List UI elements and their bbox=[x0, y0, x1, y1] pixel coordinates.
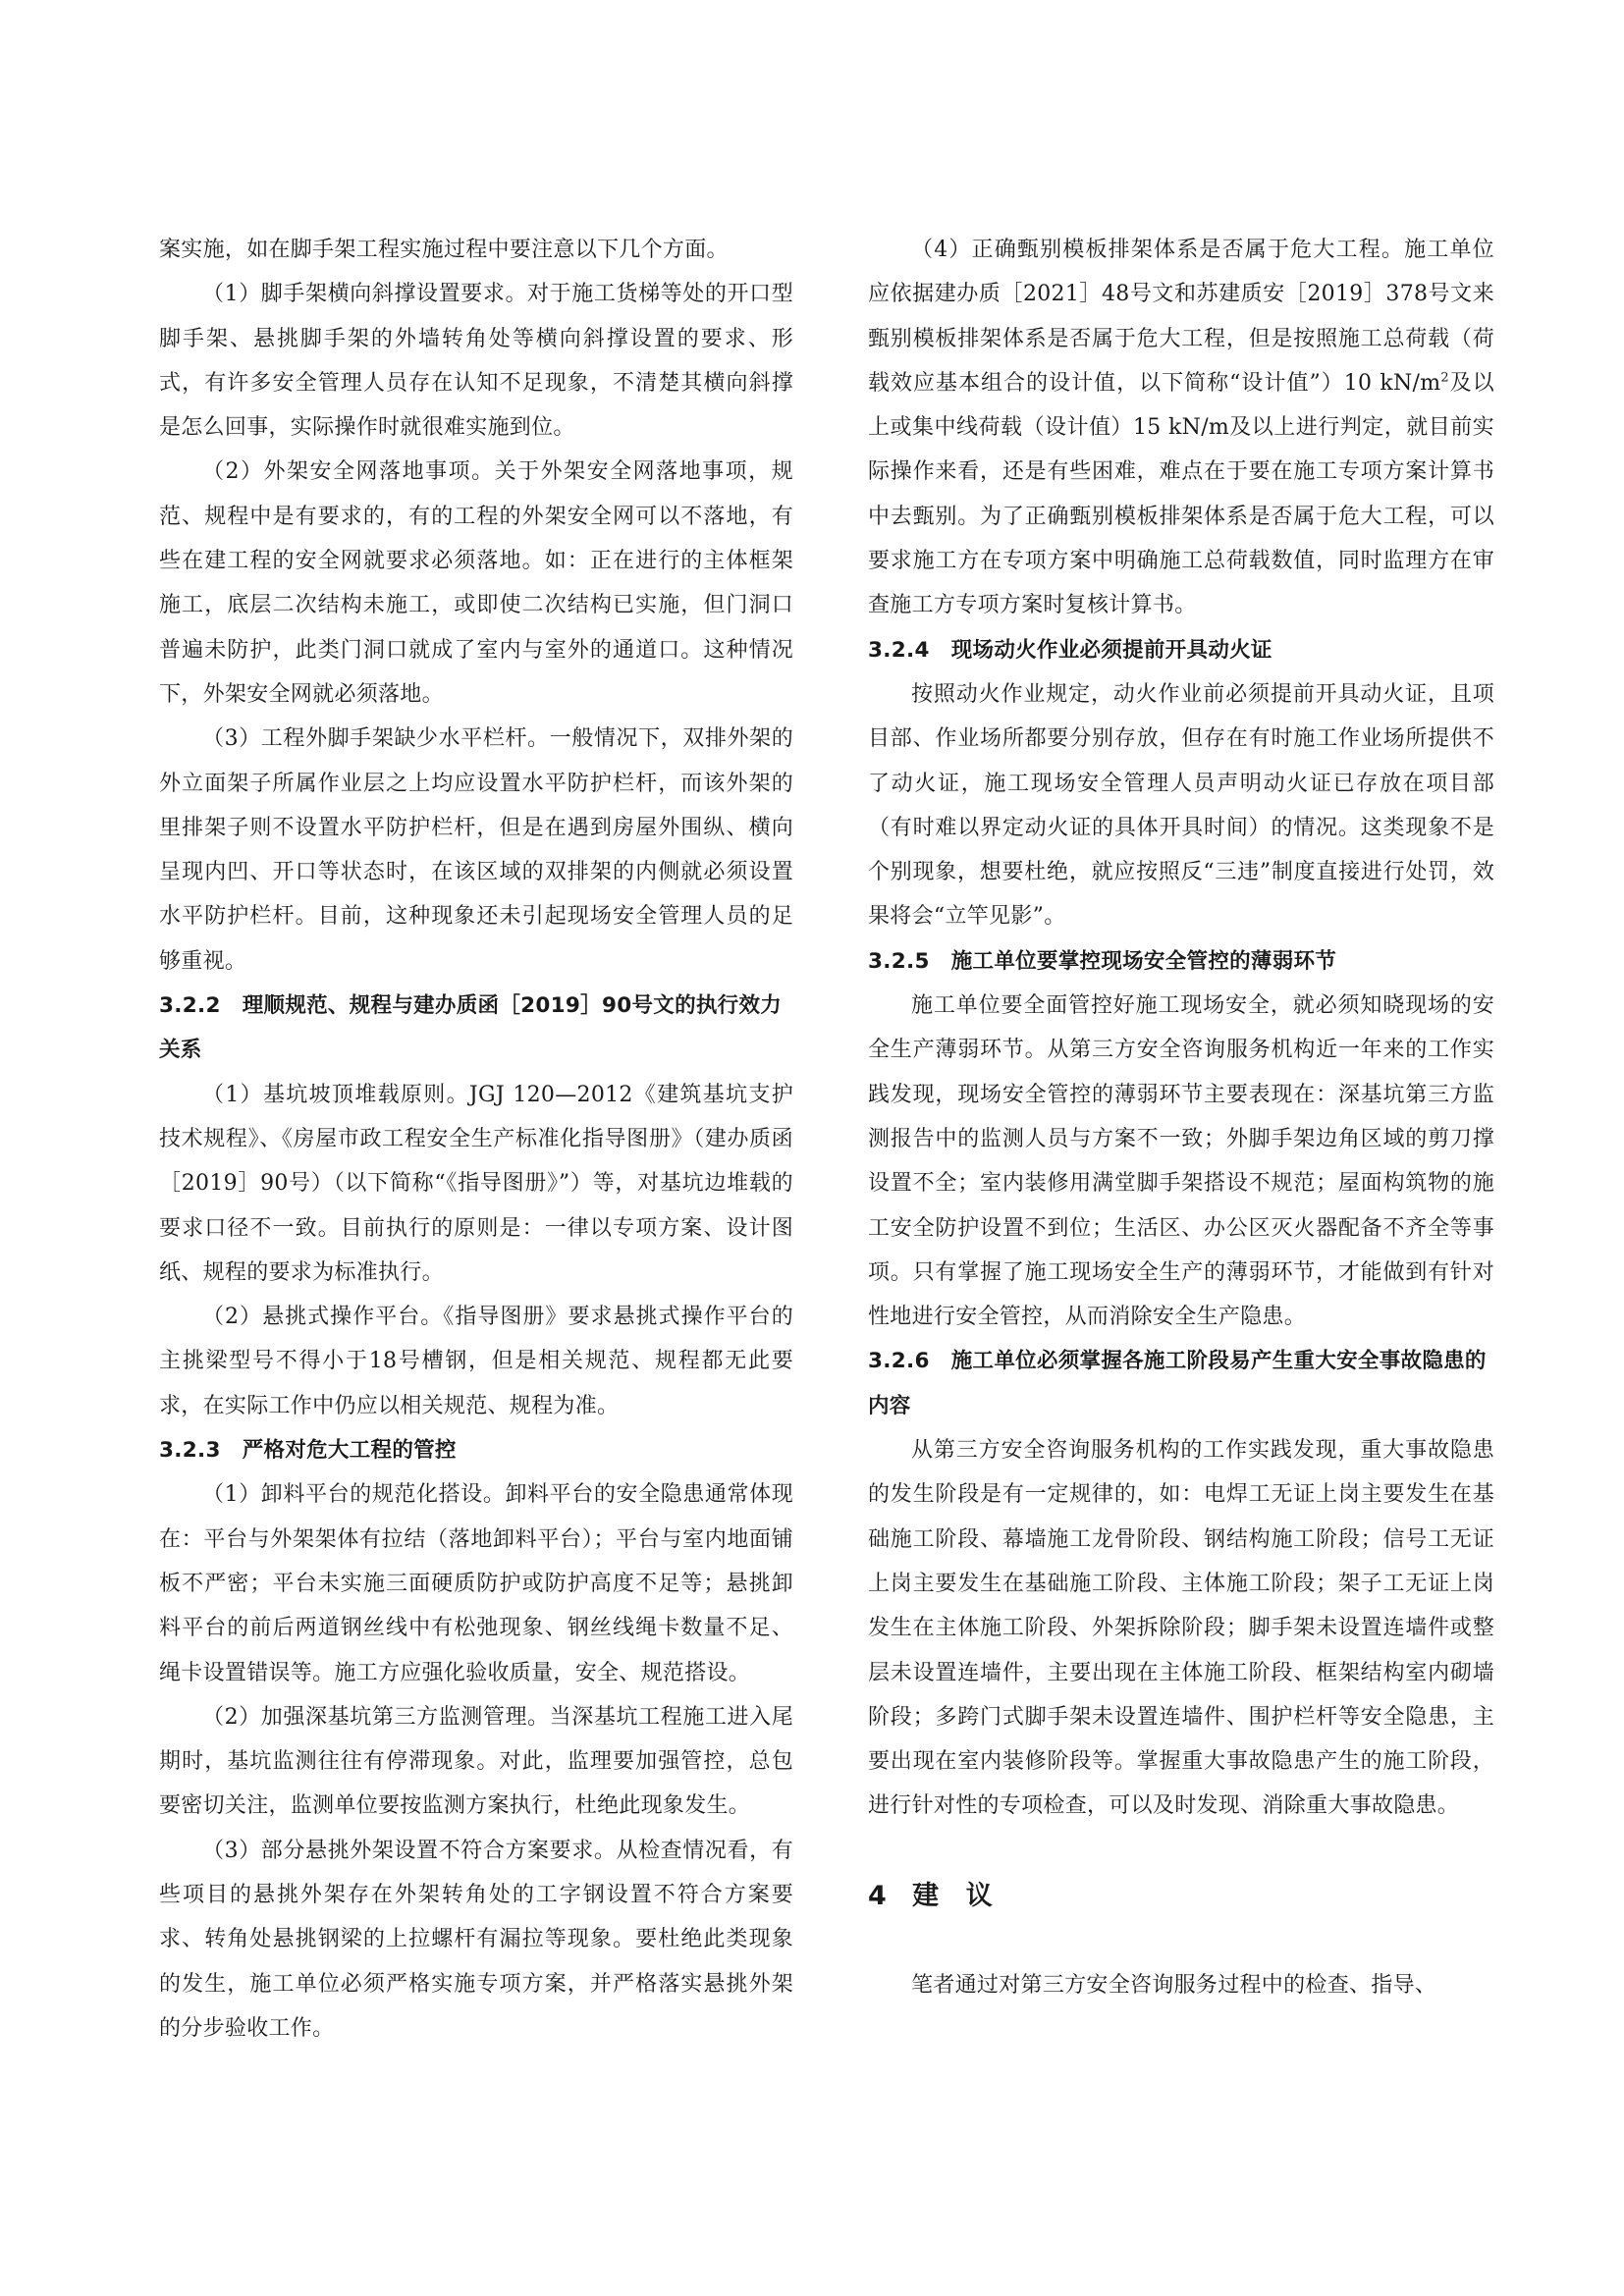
section-heading-4 bbox=[868, 1874, 1494, 1918]
paragraph: 从第三方安全咨询服务机构的工作实践发现，重大事故隐患的发生阶段是有一定规律的，如：电焊工无证上岗主要发生在基础施工阶段、幕墙施工龙骨阶段、钢结构施工阶段；信号工无证上岗主要发生在基础施工阶段、主体施工阶段；架子工无证上岗发生在主体施工阶段、外架拆除阶段；脚手架未设置连墙件或整层未设置连墙件，主要出现在主体施工阶段、框架结构室内砌墙阶段；多跨门式脚手架未设置连墙件、围护栏杆等安全隐患，主要出现在室内装修阶段等。掌握重大事故隐患产生的施工阶段，进行针对性的专项检查，可以及时发现、消除重大事故隐患。 bbox=[868, 1438, 1494, 1819]
paragraph: （3）工程外脚手架缺少水平栏杆。一般情况下，双排外架的外立面架子所属作业层之上均应设置水平防护栏杆，而该外架的里排架子则不设置水平防护栏杆，但是在遇到房屋外围纵、横向呈现内凹、开口等状态时，在该区域的双排架的内侧就必须设置水平防护栏杆。目前，这种现象还未引起现场安全管理人员的足够重视。 bbox=[159, 726, 793, 974]
section-number: 4 bbox=[868, 1880, 888, 1911]
left-column bbox=[159, 228, 793, 2051]
paragraph: 案实施，如在脚手架工程实施过程中要注意以下几个方面。 bbox=[159, 238, 729, 262]
section-number: 3.2.5 bbox=[868, 948, 930, 974]
paragraph: （3）部分悬挑外架设置不符合方案要求。从检查情况看，有些项目的悬挑外架存在外架转角处的工字钢设置不符合方案要求、转角处悬挑钢梁的上拉螺杆有漏拉等现象。要杜绝此类现象的发生，施工单位必须严格实施专项方案，并严格落实悬挑外架的分步验收工作。 bbox=[159, 1838, 793, 2041]
section-heading-3-2-2 bbox=[159, 984, 793, 1073]
section-title: 严格对危大工程的管控 bbox=[242, 1438, 457, 1464]
paragraph: 按照动火作业规定，动火作业前必须提前开具动火证，且项目部、作业场所都要分别存放，但存在有时施工作业场所提供不了动火证，施工现场安全管理人员声明动火证已存放在项目部（有时难以界定动火证的具体开具时间）的情况。这类现象不是个别现象，想要杜绝，就应按照反“三违”制度直接进行处罚，效果将会“立竿见影”。 bbox=[868, 681, 1494, 930]
section-number: 3.2.4 bbox=[868, 637, 930, 663]
right-column bbox=[868, 228, 1494, 2007]
superscript: 2 bbox=[1440, 370, 1449, 386]
paragraph: （1）基坑坡顶堆载原则。JGJ 120—2012《建筑基坑支护技术规程》、《房屋市政工程安全生产标准化指导图册》（建办质函［2019］90号）（以下简称“《指导图册》”）等，对基坑边堆载的要求口径不一致。目前执行的原则是：一律以专项方案、设计图纸、规程的要求为标准执行。 bbox=[159, 1082, 793, 1285]
text-run: 及以上或集中线荷载（设计值）15 kN/m及以上进行判定，就目前实际操作来看，还是有些困难，难点在于要在施工专项方案计算书中去甄别。为了正确甄别模板排架体系是否属于危大工程，可以要求施工方在专项方案中明确施工总荷载数值，同时监理方在审查施工方专项方案时复核计算书。 bbox=[868, 370, 1494, 618]
text-run: （4）正确甄别模板排架体系是否属于危大工程。施工单位应依据建办质［2021］48号文和苏建质安［2019］378号文来甄别模板排架体系是否属于危大工程，但是按照施工总荷载（荷载效应基本组合的设计值，以下简称“设计值”）10 kN/m bbox=[868, 238, 1494, 396]
paragraph: （2）悬挑式操作平台。《指导图册》要求悬挑式操作平台的主挑梁型号不得小于18号槽钢，但是相关规范、规程都无此要求，在实际工作中仍应以相关规范、规程为准。 bbox=[159, 1305, 793, 1418]
section-title: 现场动火作业必须提前开具动火证 bbox=[950, 637, 1272, 663]
paragraph: （2）加强深基坑第三方监测管理。当深基坑工程施工进入尾期时，基坑监测往往有停滞现象。对此，监理要加强管控，总包要密切关注，监测单位要按监测方案执行，杜绝此现象发生。 bbox=[159, 1704, 793, 1819]
section-heading-3-2-6 bbox=[868, 1339, 1494, 1428]
paragraph: 施工单位要全面管控好施工现场安全，就必须知晓现场的安全生产薄弱环节。从第三方安全咨询服务机构近一年来的工作实践发现，现场安全管控的薄弱环节主要表现在：深基坑第三方监测报告中的监测人员与方案不一致；外脚手架边角区域的剪刀撑设置不全；室内装修用满堂脚手架搭设不规范；屋面构筑物的施工安全防护设置不到位；生活区、办公区灭火器配备不齐全等事项。只有掌握了施工现场安全生产的薄弱环节，才能做到有针对性地进行安全管控，从而消除安全生产隐患。 bbox=[868, 993, 1494, 1330]
section-title: 建 议 bbox=[912, 1880, 993, 1911]
section-number: 3.2.3 bbox=[159, 1438, 221, 1464]
paragraph: （1）卸料平台的规范化搭设。卸料平台的安全隐患通常体现在：平台与外架架体有拉结（落地卸料平台）；平台与室内地面铺板不严密；平台未实施三面硬质防护或防护高度不足等；悬挑卸料平台的前后两道钢丝线中有松弛现象、钢丝线绳卡数量不足、绳卡设置错误等。施工方应强化验收质量，安全、规范搭设。 bbox=[159, 1482, 793, 1685]
section-number: 3.2.2 bbox=[159, 993, 221, 1019]
section-title: 理顺规范、规程与建办质函［2019］90号文的执行效力关系 bbox=[159, 993, 783, 1063]
paragraph: 笔者通过对第三方安全咨询服务过程中的检查、指导、 bbox=[911, 1972, 1437, 1998]
paragraph: （2）外架安全网落地事项。关于外架安全网落地事项，规范、规程中是有要求的，有的工程的外架安全网可以不落地，有些在建工程的安全网就要求必须落地。如：正在进行的主体框架施工，底层二次结构未施工，或即使二次结构已实施，但门洞口普遍未防护，此类门洞口就成了室内与室外的通道口。这种情况下，外架安全网就必须落地。 bbox=[159, 459, 793, 707]
section-title: 施工单位要掌控现场安全管控的薄弱环节 bbox=[950, 948, 1337, 974]
section-heading-3-2-3 bbox=[159, 1428, 793, 1472]
section-heading-3-2-5 bbox=[868, 939, 1494, 984]
section-heading-3-2-4 bbox=[868, 628, 1494, 672]
paragraph bbox=[868, 228, 1494, 628]
section-number: 3.2.6 bbox=[868, 1349, 930, 1374]
paragraph: （1）脚手架横向斜撑设置要求。对于施工货梯等处的开口型脚手架、悬挑脚手架的外墙转角处等横向斜撑设置的要求、形式，有许多安全管理人员存在认知不足现象，不清楚其横向斜撑是怎么回事，实际操作时就很难实施到位。 bbox=[159, 282, 793, 441]
section-title: 施工单位必须掌握各施工阶段易产生重大安全事故隐患的内容 bbox=[868, 1349, 1487, 1418]
